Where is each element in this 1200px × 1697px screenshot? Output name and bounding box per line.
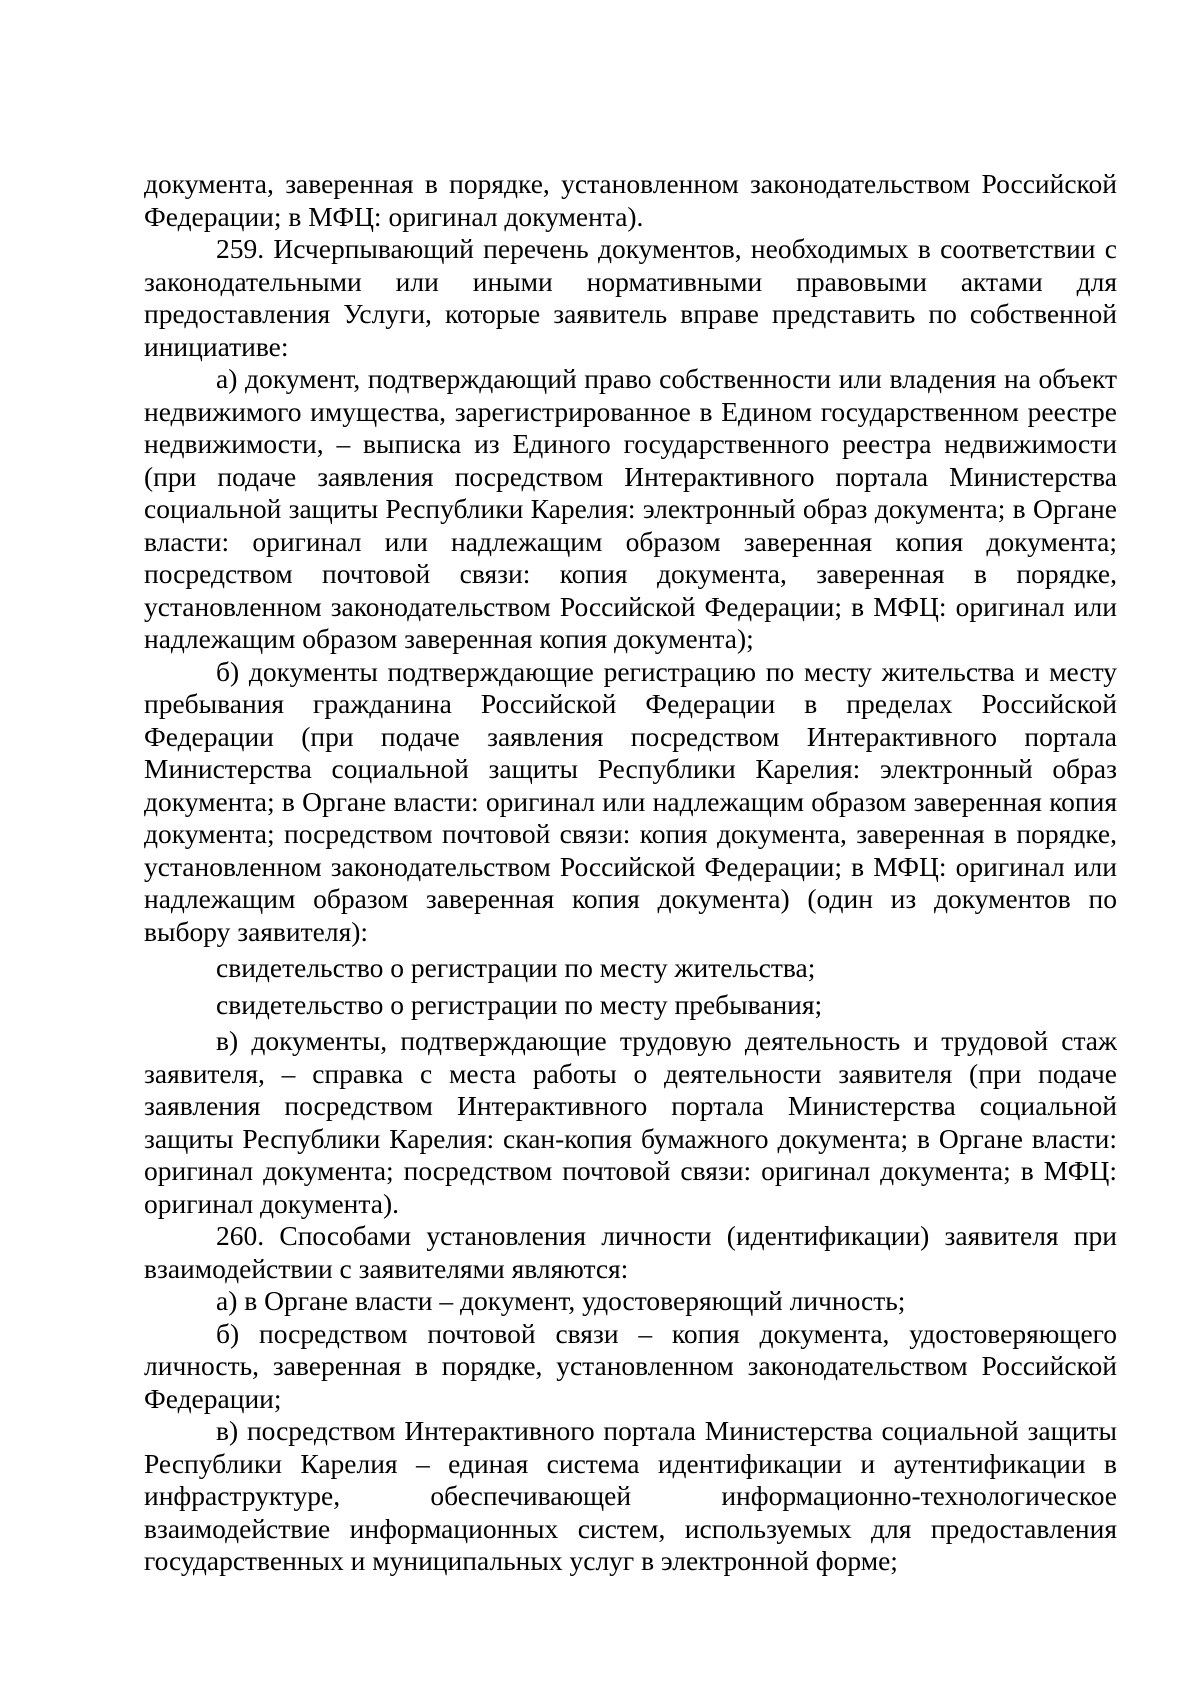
paragraph-259: 259. Исчерпывающий перечень документов, необходимых в соответствии с законодательными или иными нормативными правовыми актами для предоставления Услуги, которые заявитель вправе представить по собственной инициативе: bbox=[144, 233, 1117, 362]
paragraph-260-a: а) в Органе власти – документ, удостоверяющий личность; bbox=[216, 1285, 906, 1316]
document-page bbox=[144, 168, 1117, 1578]
paragraph-260: 260. Способами установления личности (идентификации) заявителя при взаимодействии с заявителями являются: bbox=[144, 1220, 1117, 1284]
paragraph-260-b: б) посредством почтовой связи – копия документа, удостоверяющего личность, заверенная в порядке, установленном законодательством Российской Федерации; bbox=[144, 1317, 1117, 1414]
list-item-stay-certificate: свидетельство о регистрации по месту пребывания; bbox=[216, 988, 823, 1020]
paragraph-259-a: а) документ, подтверждающий право собственности или владения на объект недвижимого имущества, зарегистрированное в Едином государственном реестре недвижимости, – выписка из Единого государственного реестра недвижимости (при подаче заявления посредством Интерактивного портала Министерства социальной защиты Республики Карелия: электронный образ документа; в Органе власти: оригинал или надлежащим образом заверенная копия документа; посредством почтовой связи: копия документа, заверенная в порядке, установленном законодательством Российской Федерации; в МФЦ: оригинал или надлежащим образом заверенная копия документа); bbox=[144, 363, 1117, 654]
list-item-residence-certificate: свидетельство о регистрации по месту жительства; bbox=[216, 952, 816, 983]
paragraph-260-v: в) посредством Интерактивного портала Министерства социальной защиты Республики Карелия – единая система идентификации и аутентификации в инфраструктуре, обеспечивающей информационно-технологическое взаимодействие информационных систем, используемых для предоставления государственных и муниципальных услуг в электронной форме; bbox=[144, 1415, 1117, 1576]
paragraph-continuation: документа, заверенная в порядке, установленном законодательством Российской Федерации; в МФЦ: оригинал документа). bbox=[144, 168, 1117, 232]
paragraph-259-v: в) документы, подтверждающие трудовую деятельность и трудовой стаж заявителя, – справка с места работы о деятельности заявителя (при подаче заявления посредством Интерактивного портала Министерства социальной защиты Республики Карелия: скан-копия бумажного документа; в Органе власти: оригинал документа; посредством почтовой связи: оригинал документа; в МФЦ: оригинал документа). bbox=[144, 1025, 1117, 1219]
paragraph-259-b: б) документы подтверждающие регистрацию по месту жительства и месту пребывания гражданина Российской Федерации в пределах Российской Федерации (при подаче заявления посредством Интерактивного портала Министерства социальной защиты Республики Карелия: электронный образ документа; в Органе власти: оригинал или надлежащим образом заверенная копия документа; посредством почтовой связи: копия документа, заверенная в порядке, установленном законодательством Российской Федерации; в МФЦ: оригинал или надлежащим образом заверенная копия документа) (один из документов по выбору заявителя): bbox=[144, 655, 1117, 947]
